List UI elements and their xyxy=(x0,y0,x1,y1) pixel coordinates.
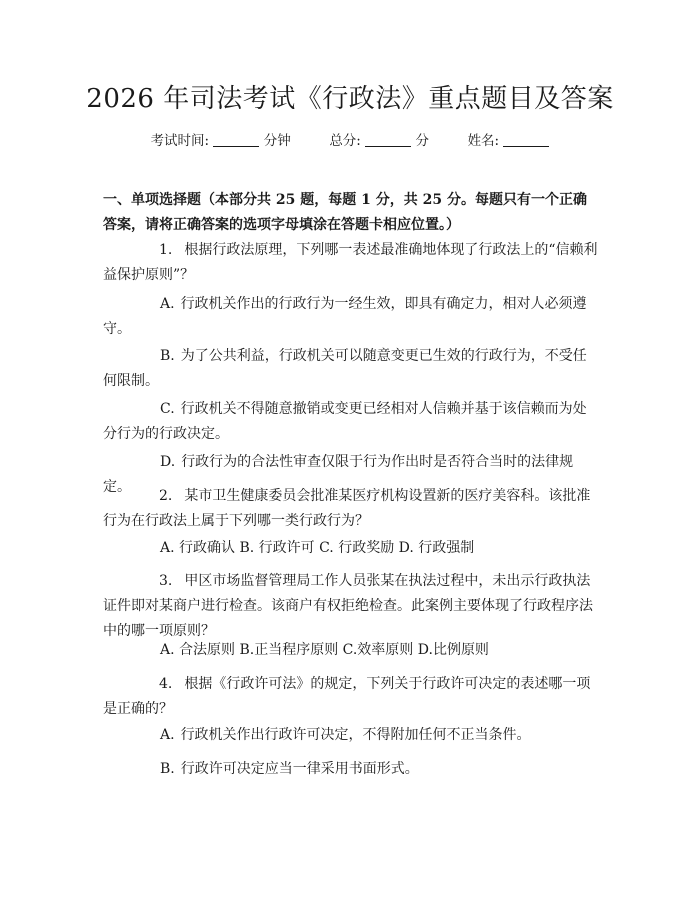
option-label: A. xyxy=(160,727,175,743)
section-heading: 一、单项选择题（本部分共 25 题，每题 1 分，共 25 分。每题只有一个正确答案，请将正确答案的选项字母填涂在答题卡相应位置。） xyxy=(103,192,587,233)
question-text: 甲区市场监督管理局工作人员张某在执法过程中，未出示行政执法证件即对某商户进行检查。该商户有权拒绝检查。此案例主要体现了行政程序法中的哪一项原则？ xyxy=(103,573,593,639)
option-text: 为了公共利益，行政机关可以随意变更已生效的行政行为，不受任何限制。 xyxy=(103,348,587,389)
score-blank[interactable] xyxy=(365,132,411,147)
time-blank[interactable] xyxy=(213,132,259,147)
time-label: 考试时间: xyxy=(150,133,210,149)
score-unit: 分 xyxy=(415,133,429,149)
q1-option-a[interactable] xyxy=(103,292,600,342)
question-2 xyxy=(103,484,600,534)
name-label: 姓名: xyxy=(467,133,500,149)
question-text: 根据《行政许可法》的规定，下列关于行政许可决定的表述哪一项是正确的？ xyxy=(103,676,591,717)
q4-option-a[interactable] xyxy=(103,723,600,748)
question-4 xyxy=(103,672,600,722)
option-text: 行政行为的合法性审查仅限于行为作出时是否符合当时的法律规定。 xyxy=(103,454,574,495)
option-text: 行政许可决定应当一律采用书面形式。 xyxy=(180,761,419,777)
option-text: 行政机关作出行政许可决定，不得附加任何不正当条件。 xyxy=(180,727,531,743)
option-text: 行政机关不得随意撤销或变更已经相对人信赖并基于该信赖而为处分行为的行政决定。 xyxy=(103,401,587,442)
exam-meta-line xyxy=(0,131,700,151)
document-title: 2026 年司法考试《行政法》重点题目及答案 xyxy=(86,84,614,114)
name-blank[interactable] xyxy=(503,132,549,147)
option-label: D. xyxy=(160,454,176,470)
option-text: 行政机关作出的行政行为一经生效，即具有确定力，相对人必须遵守。 xyxy=(103,296,587,337)
option-label: C. xyxy=(160,401,175,417)
question-text: 某市卫生健康委员会批准某医疗机构设置新的医疗美容科。该批准行为在行政法上属于下列哪一类行政行为？ xyxy=(103,488,591,529)
q4-option-b[interactable] xyxy=(103,757,600,782)
question-number: 3. xyxy=(159,573,173,589)
question-number: 1. xyxy=(159,242,173,258)
question-number: 2. xyxy=(159,488,173,504)
q3-options[interactable]: A. 合法原则 B.正当程序原则 C.效率原则 D.比例原则 xyxy=(160,642,489,658)
option-label: B. xyxy=(160,348,175,364)
question-text: 根据行政法原理，下列哪一表述最准确地体现了行政法上的“信赖利益保护原则”？ xyxy=(103,242,598,283)
question-1 xyxy=(103,238,600,288)
score-label: 总分: xyxy=(329,133,361,149)
q2-options[interactable]: A. 行政确认 B. 行政许可 C. 行政奖励 D. 行政强制 xyxy=(160,540,475,556)
option-label: B. xyxy=(160,761,175,777)
time-unit: 分钟 xyxy=(263,133,291,149)
option-label: A. xyxy=(160,296,175,312)
question-number: 4. xyxy=(159,676,173,692)
q1-option-b[interactable] xyxy=(103,344,600,394)
q1-option-c[interactable] xyxy=(103,397,600,447)
question-3 xyxy=(103,569,600,644)
